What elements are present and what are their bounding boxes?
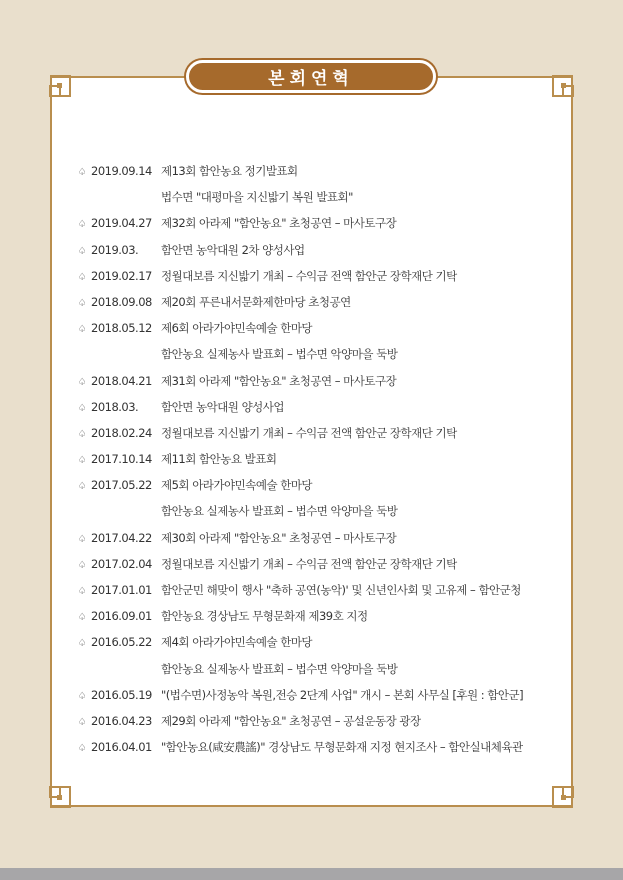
entry-date: 2019.03. [91, 242, 139, 257]
entry-date: 2016.04.23 [91, 713, 152, 728]
entry-continuation-line [76, 184, 556, 210]
entry-first-line [76, 420, 556, 446]
timeline-entry [76, 237, 556, 263]
spade-outline-icon: ♤ [77, 297, 87, 309]
entry-first-line [76, 682, 556, 708]
timeline-entry [76, 577, 556, 603]
entry-text: 함안면 농악대원 양성사업 [161, 399, 285, 414]
entry-text: 제4회 아라가야민속예술 한마당 [161, 635, 313, 650]
entry-date: 2018.03. [91, 399, 139, 414]
entry-first-line [76, 394, 556, 420]
timeline-entry [76, 551, 556, 577]
entry-text: 제6회 아라가야민속예술 한마당 [161, 321, 313, 336]
spade-outline-icon: ♤ [77, 324, 87, 336]
timeline-entry [76, 525, 556, 551]
entry-text: 정월대보름 지신밟기 개최 – 수익금 전액 함안군 장학재단 기탁 [161, 268, 457, 283]
spade-outline-icon: ♤ [77, 638, 87, 650]
bottom-strip [0, 868, 623, 880]
spade-outline-icon: ♤ [77, 586, 87, 597]
entry-first-line [76, 289, 556, 315]
spade-outline-icon: ♤ [77, 402, 87, 414]
entry-first-line [76, 263, 556, 289]
entry-date: 2016.04.01 [91, 740, 152, 755]
spade-outline-icon: ♤ [77, 533, 87, 545]
timeline-entry [76, 629, 556, 681]
entry-text: 제31회 아라제 "함안농요" 초청공연 – 마사토구장 [161, 373, 397, 388]
entry-text: 함안농요 실제농사 발표회 – 법수면 악양마을 둑방 [161, 661, 398, 676]
entry-first-line [76, 629, 556, 655]
entry-text: 제30회 아라제 "함안농요" 초청공연 – 마사토구장 [161, 530, 397, 545]
timeline-entry [76, 708, 556, 734]
timeline-entry [76, 734, 556, 760]
entry-first-line [76, 368, 556, 394]
timeline-entry [76, 394, 556, 420]
section-title-banner [186, 60, 436, 93]
entry-first-line [76, 158, 556, 184]
entry-text: 제20회 푸른내서문화제한마당 초청공연 [161, 294, 351, 309]
entry-date: 2017.10.14 [91, 452, 152, 467]
entry-text: 정월대보름 지신밟기 개최 – 수익금 전액 함안군 장학재단 기탁 [161, 556, 457, 571]
spade-outline-icon: ♤ [77, 690, 87, 702]
page-title: 본회연혁 [268, 69, 354, 89]
entry-first-line [76, 446, 556, 472]
entry-text: "함안농요(咸安農謠)" 경상남도 무형문화재 지정 현지조사 – 함안실내체육관 [161, 740, 523, 755]
entry-continuation-line [76, 498, 556, 524]
timeline-entry [76, 210, 556, 236]
entry-date: 2017.01.01 [91, 583, 152, 597]
spade-outline-icon: ♤ [77, 716, 87, 728]
entry-first-line [76, 315, 556, 341]
spade-outline-icon: ♤ [77, 559, 87, 571]
entry-text: 함안면 농악대원 2차 양성사업 [161, 242, 305, 257]
entry-date: 2018.02.24 [91, 425, 152, 440]
entry-date: 2016.09.01 [91, 609, 152, 624]
entry-first-line [76, 708, 556, 734]
entry-date: 2019.02.17 [91, 268, 152, 283]
spade-outline-icon: ♤ [77, 167, 87, 178]
entry-first-line [76, 472, 556, 498]
spade-outline-icon: ♤ [77, 376, 87, 388]
entry-date: 2017.04.22 [91, 530, 152, 545]
spade-outline-icon: ♤ [77, 743, 87, 755]
entry-text: 제32회 아라제 "함안농요" 초청공연 – 마사토구장 [161, 216, 397, 231]
timeline-entry [76, 682, 556, 708]
spade-outline-icon: ♤ [77, 612, 87, 624]
entry-text: 함안군민 해맞이 행사 "축하 공연(농악)' 및 신년인사회 및 고유제 – 함안군청 [161, 583, 521, 597]
history-timeline [76, 158, 556, 760]
entry-date: 2017.02.04 [91, 556, 152, 571]
spade-outline-icon: ♤ [77, 455, 87, 467]
spade-outline-icon: ♤ [77, 428, 87, 440]
entry-date: 2018.09.08 [91, 294, 152, 309]
entry-date: 2018.04.21 [91, 373, 152, 388]
entry-date: 2019.04.27 [91, 216, 152, 231]
entry-first-line [76, 603, 556, 629]
timeline-entry [76, 368, 556, 394]
entry-first-line [76, 525, 556, 551]
spade-outline-icon: ♤ [77, 481, 87, 493]
spade-outline-icon: ♤ [77, 245, 87, 257]
spade-outline-icon: ♤ [77, 271, 87, 283]
entry-first-line [76, 577, 556, 603]
entry-first-line [76, 237, 556, 263]
timeline-entry [76, 263, 556, 289]
entry-date: 2019.09.14 [91, 164, 152, 178]
entry-text: 법수면 "대평마을 지신밟기 복원 발표회" [161, 190, 353, 205]
entry-continuation-line [76, 341, 556, 367]
timeline-entry [76, 446, 556, 472]
timeline-entry [76, 315, 556, 367]
entry-continuation-line [76, 656, 556, 682]
entry-text: 함안농요 경상남도 무형문화재 제39호 지정 [161, 609, 368, 624]
timeline-entry [76, 158, 556, 210]
entry-date: 2016.05.19 [91, 687, 152, 702]
spade-outline-icon: ♤ [77, 219, 87, 231]
entry-text: 정월대보름 지신밟기 개최 – 수익금 전액 함안군 장학재단 기탁 [161, 425, 457, 440]
entry-first-line [76, 734, 556, 760]
timeline-entry [76, 603, 556, 629]
timeline-entry [76, 420, 556, 446]
entry-date: 2016.05.22 [91, 635, 152, 650]
timeline-entry [76, 472, 556, 524]
entry-text: "(법수면)사정농악 복원,전승 2단계 사업" 개시 – 본회 사무실 [후원 : 함안군] [161, 687, 524, 702]
entry-text: 함안농요 실제농사 발표회 – 법수면 악양마을 둑방 [161, 347, 398, 362]
entry-first-line [76, 551, 556, 577]
timeline-entry [76, 289, 556, 315]
entry-text: 함안농요 실제농사 발표회 – 법수면 악양마을 둑방 [161, 504, 398, 519]
entry-date: 2018.05.12 [91, 321, 152, 336]
entry-date: 2017.05.22 [91, 478, 152, 493]
entry-text: 제5회 아라가야민속예술 한마당 [161, 478, 313, 493]
entry-text: 제13회 함안농요 정기발표회 [161, 164, 298, 178]
entry-text: 제11회 함안농요 발표회 [161, 452, 277, 467]
entry-first-line [76, 210, 556, 236]
entry-text: 제29회 아라제 "함안농요" 초청공연 – 공설운동장 광장 [161, 713, 421, 728]
